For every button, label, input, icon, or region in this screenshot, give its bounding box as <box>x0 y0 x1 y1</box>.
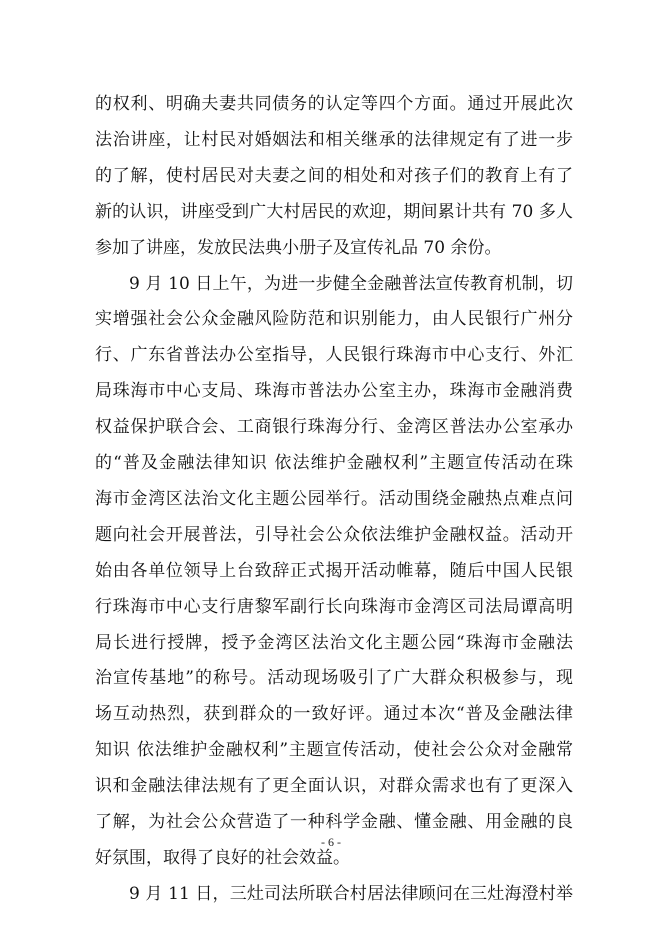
text-line: 好氛围，取得了良好的社会效益。 <box>95 847 350 868</box>
text-line: 的“普及金融法律知识 依法维护金融权利”主题宣传活动在珠 <box>95 453 573 473</box>
text-line: 9 月 10 日上午，为进一步健全金融普法宣传教育机制，切 <box>129 273 573 294</box>
text-line: 题向社会开展普法，引导社会公众依法维护金融权益。活动开 <box>95 524 573 545</box>
text-line: 场互动热烈，获到群众的一致好评。通过本次“普及金融法律 <box>95 704 573 725</box>
text-line: 实增强社会公众金融风险防范和识别能力，由人民银行广州分 <box>95 309 573 330</box>
text-line: 权益保护联合会、工商银行珠海分行、金湾区普法办公室承办 <box>95 417 573 438</box>
text-line: 海市金湾区法治文化主题公园举行。活动围绕金融热点难点问 <box>95 488 573 509</box>
text-line: 行、广东省普法办公室指导，人民银行珠海市中心支行、外汇 <box>95 345 573 366</box>
text-line: 行珠海市中心支行唐黎军副行长向珠海市金湾区司法局谭高明 <box>95 596 573 617</box>
text-line: 了解，为社会公众营造了一种科学金融、懂金融、用金融的良 <box>95 812 573 832</box>
text-line: 治宣传基地”的称号。活动现场吸引了广大群众积极参与，现 <box>95 668 573 689</box>
text-line: 新的认识，讲座受到广大村居民的欢迎，期间累计共有 70 多人 <box>95 201 573 222</box>
text-line: 识和金融法律法规有了更全面认识，对群众需求也有了更深入 <box>95 776 573 797</box>
text-line: 始由各单位领导上台致辞正式揭开活动帷幕，随后中国人民银 <box>95 560 573 581</box>
text-line: 9 月 11 日，三灶司法所联合村居法律顾问在三灶海澄村举 <box>129 883 573 904</box>
text-line: 参加了讲座，发放民法典小册子及宣传礼品 70 余份。 <box>95 237 502 258</box>
text-line: 法治讲座，让村民对婚姻法和相关继承的法律规定有了进一步 <box>95 129 573 150</box>
text-line: 的权利、明确夫妻共同债务的认定等四个方面。通过开展此次 <box>95 94 573 114</box>
text-line: 知识 依法维护金融权利”主题宣传活动，使社会公众对金融常 <box>95 740 573 761</box>
text-line: 的了解，使村居民对夫妻之间的相处和对孩子们的教育上有了 <box>95 165 573 186</box>
text-line: 局珠海市中心支局、珠海市普法办公室主办，珠海市金融消费 <box>95 381 573 402</box>
page-number: - 6 - <box>321 835 341 849</box>
text-line: 局长进行授牌，授予金湾区法治文化主题公园“珠海市金融法 <box>95 632 573 653</box>
